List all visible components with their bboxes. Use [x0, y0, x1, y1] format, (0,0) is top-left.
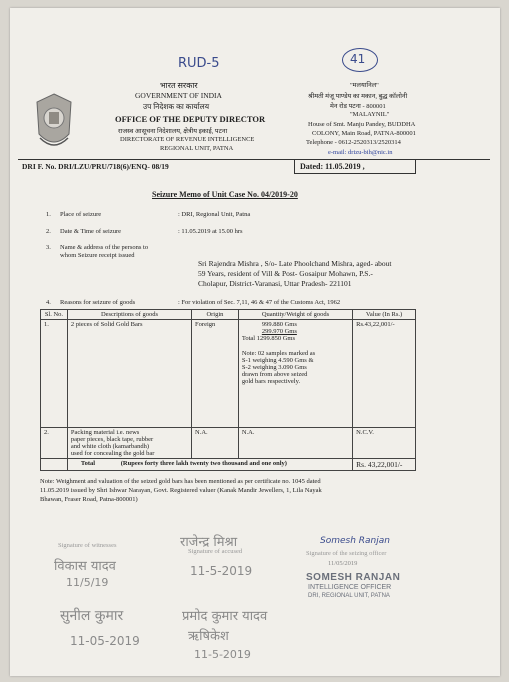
- item-3-value-1: Sri Rajendra Mishra , S/o- Late Phoolchand Mishra, aged- about: [198, 259, 392, 268]
- row-2-desc: [67, 428, 191, 459]
- item-1-label: Place of seizure: [60, 211, 102, 218]
- witness-2-date: 11-05-2019: [70, 634, 140, 648]
- item-2-num: 2.: [46, 228, 51, 235]
- header-description: Descriptions of goods: [67, 310, 191, 320]
- header-email: e-mail: drizu-bih@nic.in: [328, 149, 393, 156]
- witness-1-date: 11/5/19: [66, 576, 109, 589]
- dated: Dated: 11.05.2019 ,: [300, 162, 365, 171]
- rud-annotation: RUD-5: [178, 56, 220, 71]
- goods-table: [40, 309, 416, 471]
- stamp-title: INTELLIGENCE OFFICER: [308, 584, 392, 591]
- header-hindi-directorate: राजस्व आसूचना निदेशालय, क्षेत्रीय इकाई, पटना: [118, 128, 228, 135]
- row-2-desc-2: paper pieces, black tape, rubber: [70, 436, 154, 443]
- qty-total: Total 1299.850 Gms: [241, 335, 295, 342]
- item-4-num: 4.: [46, 299, 51, 306]
- row-2-value: N.C.V.: [353, 428, 416, 459]
- stamp-name: SOMESH RANJAN: [306, 572, 401, 583]
- row-1-value: Rs.43,22,001/-: [353, 320, 416, 428]
- witness-label: Signature of witnesses: [58, 542, 117, 549]
- stamp-unit: DRI, REGIONAL UNIT, PATNA: [308, 593, 390, 599]
- note-line-3: S-2 weighing 3.090 Gms: [241, 364, 307, 371]
- note-line-2: S-1 weighing 4.590 Gms &: [241, 357, 314, 364]
- row-1-origin: Foreign: [192, 320, 239, 428]
- note-line-4: drawn from above seized: [241, 371, 308, 378]
- table-row: [41, 320, 416, 428]
- row-2-qty: N.A.: [238, 428, 352, 459]
- header-address-1: House of Smt. Manju Pandey, BUDDHA: [308, 121, 416, 128]
- table-total-row: [41, 459, 416, 471]
- item-3-label-2: whom Seizure receipt issued: [60, 252, 135, 259]
- item-1-value: : DRI, Regional Unit, Patna: [178, 211, 251, 218]
- row-2-desc-4: used for concealing the gold bar: [70, 450, 155, 457]
- note-line-3: Bhawan, Fraser Road, Patna-800001): [40, 496, 138, 503]
- item-4-value: : For violation of Sec. 7,11, 46 & 47 of the Customs Act, 1962: [178, 299, 341, 306]
- header-office: OFFICE OF THE DEPUTY DIRECTOR: [115, 114, 266, 124]
- accused-date-2: 11-5-2019: [194, 648, 251, 661]
- header-rule: [18, 159, 490, 160]
- row-1-qty: [238, 320, 352, 428]
- header-hindi-office: उप निदेशक का कार्यालय: [143, 102, 210, 111]
- accused-label: Signature of accused: [188, 548, 243, 555]
- header-sl: Sl. No.: [41, 310, 68, 320]
- officer-signature: Somesh Ranjan: [320, 536, 390, 546]
- note-line-2: 11.05.2019 issued by Shri Ishwar Narayan, Govt. Registered valuer (Kanak Mandir Jewellers, 1, Lila Nayak: [40, 487, 322, 494]
- header-govt: GOVERNMENT OF INDIA: [135, 91, 222, 100]
- note-line-5: gold bars respectively.: [241, 378, 301, 385]
- total-label: Total: [80, 460, 96, 467]
- header-telephone: Telephone - 0612-2520313/2520314: [306, 139, 401, 146]
- qty-line-1: 999.880 Gms: [261, 321, 297, 328]
- item-3-value-2: 59 Years, resident of Vill & Post- Gosaipur Mohawn, P.S.-: [198, 269, 373, 278]
- row-2-sl: 2.: [41, 428, 68, 459]
- accused-signature-2: प्रमोद कुमार यादव: [182, 609, 268, 624]
- table-header-row: [41, 310, 416, 320]
- header-right-hindi-2: श्रीमती मंजू पाण्डेय का मकान, बुद्ध कॉलोनी: [308, 93, 408, 100]
- header-origin: Origin: [192, 310, 239, 320]
- item-2-label: Date & Time of seizure: [60, 228, 122, 235]
- memo-title: Seizure Memo of Unit Case No. 04/2019-20: [152, 190, 298, 199]
- note-line-1: Note: Weighment and valuation of the seized gold bars has been mentioned as per certificate no. 1045 dated: [40, 478, 321, 485]
- header-quantity: Quantity/Weight of goods: [238, 310, 352, 320]
- department-emblem-icon: [34, 92, 74, 154]
- header-right-hindi-3: मेन रोड पटना - 800001: [330, 103, 386, 110]
- document-page: [10, 8, 500, 676]
- accused-signature-3: ऋषिकेश: [188, 629, 229, 644]
- table-row: [41, 428, 416, 459]
- note-line-1: Note: 02 samples marked as: [241, 350, 316, 357]
- header-value: Value (In Rs.): [353, 310, 416, 320]
- header-malaynil: "MALAYNIL": [350, 111, 390, 118]
- qty-line-2: 299.970 Gms: [261, 328, 297, 335]
- header-unit: REGIONAL UNIT, PATNA: [160, 145, 234, 152]
- header-directorate: DIRECTORATE OF REVENUE INTELLIGENCE: [120, 136, 255, 143]
- witness-2-signature: सुनील कुमार: [60, 608, 124, 624]
- accused-signature: राजेन्द्र मिश्रा: [180, 535, 238, 550]
- header-address-2: COLONY, Main Road, PATNA-800001: [312, 130, 416, 137]
- header-hindi-govt: भारत सरकार: [160, 81, 198, 90]
- item-1-num: 1.: [46, 211, 51, 218]
- row-1-sl: 1.: [41, 320, 68, 428]
- file-number: DRI F. No. DRI/LZU/PRU/718(6)/ENQ- 08/19: [22, 162, 169, 171]
- row-2-desc-3: and white cloth (kamarbandh): [70, 443, 150, 450]
- total-words: (Rupees forty three lakh twenty two thousand and one only): [120, 460, 287, 467]
- officer-date: 11/05/2019: [328, 560, 358, 567]
- item-4-label: Reasons for seizure of goods: [60, 299, 136, 306]
- total-cell: [67, 459, 352, 471]
- item-3-value-3: Cholapur, District-Varanasi, Uttar Pradesh- 221101: [198, 279, 352, 288]
- row-2-origin: N.A.: [192, 428, 239, 459]
- accused-date: 11-5-2019: [190, 564, 253, 578]
- row-2-desc-1: Packing material i.e. news: [70, 429, 140, 436]
- witness-1-signature: विकास यादव: [54, 559, 116, 574]
- total-value: Rs. 43,22,001/-: [353, 459, 416, 471]
- item-3-num: 3.: [46, 244, 51, 251]
- officer-label: Signature of the seizing officer: [306, 550, 387, 557]
- item-2-value: : 11.05.2019 at 15.00 hrs: [178, 228, 243, 235]
- header-right-hindi-1: "मलयानिल": [350, 82, 379, 89]
- row-1-desc: 2 pieces of Solid Gold Bars: [67, 320, 191, 428]
- item-3-label-1: Name & address of the persons to: [60, 244, 149, 251]
- page-number: 41: [350, 52, 366, 66]
